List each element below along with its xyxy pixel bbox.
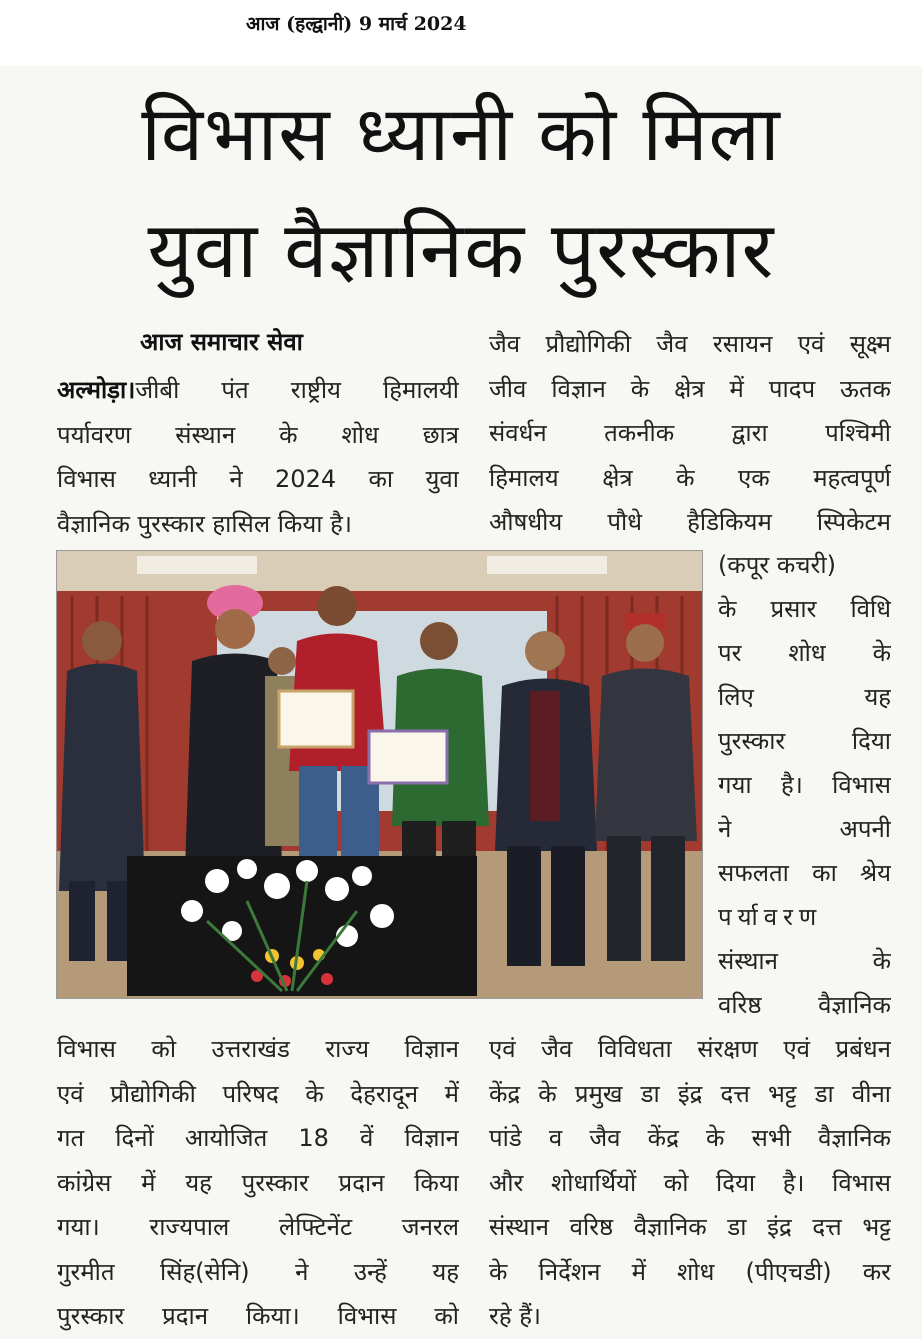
article-line: सफलता का श्रेय xyxy=(718,859,891,887)
article-line: ने अपनी xyxy=(718,815,891,843)
article-line: वैज्ञानिक पुरस्कार हासिल किया है। xyxy=(57,509,352,538)
headline-line-1: विभास ध्यानी को मिला xyxy=(141,89,781,178)
article-line: संस्थान वरिष्ठ वैज्ञानिक डा इंद्र दत्त भट्ट xyxy=(489,1213,891,1241)
award-ceremony-photo xyxy=(56,550,703,999)
article-line: लिए यह xyxy=(718,683,891,711)
article-line: पर शोध के xyxy=(718,639,891,667)
article-line: गया। राज्यपाल लेफ्टिनेंट जनरल xyxy=(57,1213,459,1241)
article-line: के निर्देशन में शोध (पीएचडी) कर xyxy=(489,1257,891,1286)
article-line: गत दिनों आयोजित 18 वें विज्ञान xyxy=(57,1124,459,1152)
headline-line-2: युवा वैज्ञानिक पुरस्कार xyxy=(147,206,775,296)
article-line: एवं जैव विविधता संरक्षण एवं प्रबंधन xyxy=(489,1035,891,1063)
article-line: अल्मोड़ा।जीबी पंत राष्ट्रीय हिमालयी xyxy=(57,376,459,404)
article-line: संस्थान के xyxy=(718,947,891,975)
article-line: विभास ध्यानी ने 2024 का युवा xyxy=(57,465,459,493)
article-line: कांग्रेस में यह पुरस्कार प्रदान किया xyxy=(57,1168,459,1197)
article-line: वरिष्ठ वैज्ञानिक xyxy=(718,991,891,1019)
article-line: पुरस्कार दिया xyxy=(718,727,891,755)
edition-line: आज (हल्द्वानी) 9 मार्च 2024 xyxy=(246,13,467,35)
dateline: अल्मोड़ा। xyxy=(57,376,136,404)
article-column-left-bottom xyxy=(57,1027,459,1339)
article-line: के प्रसार विधि xyxy=(718,595,891,623)
article-line: औषधीय पौधे हैडिकियम स्पिकेटम xyxy=(489,508,891,536)
article-line: गया है। विभास xyxy=(718,771,891,799)
award-photo-illustration xyxy=(57,551,702,998)
article-line: पुरस्कार प्रदान किया। विभास को xyxy=(57,1302,459,1330)
article-column-narrow xyxy=(718,543,891,1027)
article-line: जैव प्रौद्योगिकी जैव रसायन एवं सूक्ष्म xyxy=(489,330,891,358)
article-column-left-top xyxy=(57,368,459,546)
article-line: केंद्र के प्रमुख डा इंद्र दत्त भट्ट डा वीना xyxy=(489,1079,891,1108)
article-line: रहे हैं। xyxy=(489,1302,542,1330)
article-column-right-bottom xyxy=(489,1027,891,1339)
article-line: हिमालय क्षेत्र के एक महत्वपूर्ण xyxy=(489,463,891,492)
article-line: विभास को उत्तराखंड राज्य विज्ञान xyxy=(57,1035,459,1063)
article-line: पांडे व जैव केंद्र के सभी वैज्ञानिक xyxy=(489,1124,891,1152)
article-line: एवं प्रौद्योगिकी परिषद के देहरादून में xyxy=(57,1079,459,1108)
article-line: पर्यावरण संस्थान के शोध छात्र xyxy=(57,420,459,449)
article-line: और शोधार्थियों को दिया है। विभास xyxy=(489,1168,891,1197)
article-column-right-top xyxy=(489,322,891,545)
article-line: (कपूर कचरी) xyxy=(718,551,836,579)
article-line: पर्यावरण xyxy=(718,903,823,931)
article-line: जीव विज्ञान के क्षेत्र में पादप ऊतक xyxy=(489,374,891,403)
byline: आज समाचार सेवा xyxy=(140,328,303,356)
article-line: गुरमीत सिंह(सेनि) ने उन्हें यह xyxy=(57,1257,459,1286)
article-line: संवर्धन तकनीक द्वारा पश्चिमी xyxy=(489,419,891,447)
